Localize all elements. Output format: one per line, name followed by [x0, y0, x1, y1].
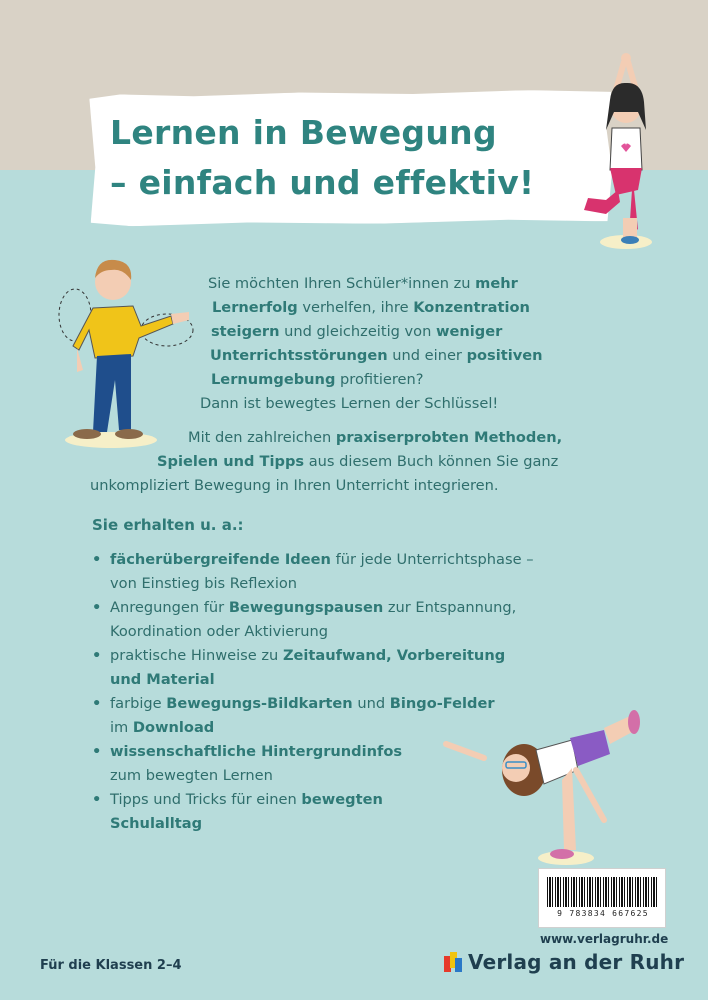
cover-title [110, 108, 610, 208]
text-bold: weniger [436, 323, 503, 340]
list-item [92, 644, 562, 692]
intro-line: unkompliziert Bewegung in Ihren Unterricht integrieren. [90, 477, 499, 494]
barcode-digits: 9 783834 667625 [557, 909, 649, 918]
text-bold: bewegten [301, 791, 383, 808]
text-bold: wissenschaftliche Hintergrundinfos [110, 743, 403, 760]
text-bold: Download [132, 719, 215, 736]
text: aus diesem Buch können Sie ganz [304, 453, 559, 470]
text: Mit den zahlreichen [188, 429, 336, 446]
intro-paragraph [196, 272, 626, 416]
text: und [352, 695, 390, 712]
text-bold: praxiserprobten Methoden, [335, 429, 563, 446]
intro-line [196, 368, 626, 392]
text: zum bewegten Lernen [110, 767, 273, 784]
text: und gleichzeitig von [279, 323, 436, 340]
text-bold: Bewegungspausen [228, 599, 384, 616]
text-bold: mehr [475, 275, 518, 292]
list-item [92, 788, 562, 836]
publisher-name: Verlag an der Ruhr [468, 950, 685, 974]
text-bold: Spielen und Tipps [157, 453, 305, 470]
text-bold: positiven [466, 347, 543, 364]
list-item [92, 692, 562, 740]
text-bold: Schulalltag [110, 815, 203, 832]
text: zur Entspannung, [383, 599, 517, 616]
barcode-bars [547, 877, 659, 907]
feature-list [92, 548, 562, 836]
list-item [92, 548, 562, 596]
girl-yoga-illustration [576, 50, 676, 255]
text: Koordination oder Aktivierung [110, 623, 329, 640]
boy-pointing-illustration [55, 250, 205, 450]
text-bold: Zeitaufwand, Vorbereitung [282, 647, 506, 664]
title-line-2: – einfach und effektiv! [110, 163, 535, 202]
intro-line [196, 320, 626, 344]
text: und einer [387, 347, 467, 364]
intro-line [196, 344, 626, 368]
text-bold: Bewegungs-Bildkarten [166, 695, 353, 712]
intro-line [196, 296, 626, 320]
publisher-url: www.verlagruhr.de [540, 932, 669, 946]
publisher-logo-icon [444, 952, 462, 972]
title-line-1: Lernen in Bewegung [110, 113, 497, 152]
text-bold: Lernerfolg [212, 299, 298, 316]
list-item [92, 596, 562, 644]
text-bold: Konzentration [413, 299, 530, 316]
list-item [92, 740, 562, 788]
list-heading: Sie erhalten u. a.: [92, 516, 244, 534]
grade-level: Für die Klassen 2–4 [40, 958, 182, 973]
text-bold: und Material [110, 671, 215, 688]
publisher-logo [444, 950, 684, 974]
text: von Einstieg bis Reflexion [110, 575, 298, 592]
text-bold: steigern [211, 323, 280, 340]
text-bold: Lernumgebung [211, 371, 336, 388]
text: Sie möchten Ihren Schüler*innen zu [208, 275, 476, 292]
text-bold: fächerübergreifende Ideen [110, 551, 331, 568]
isbn-barcode [538, 868, 666, 928]
text-bold: Bingo-Felder [389, 695, 495, 712]
text: verhelfen, ihre [297, 299, 414, 316]
text: für jede Unterrichtsphase – [330, 551, 534, 568]
text: praktische Hinweise zu [110, 647, 283, 664]
text: im [110, 719, 133, 736]
text: profitieren? [335, 371, 424, 388]
text: Anregungen für [110, 599, 229, 616]
intro-line [88, 426, 648, 450]
intro-line: Dann ist bewegtes Lernen der Schlüssel! [200, 395, 499, 412]
intro-line [196, 272, 626, 296]
text-bold: Unterrichtsstörungen [210, 347, 388, 364]
intro-paragraph-2 [88, 426, 648, 498]
text: farbige [110, 695, 167, 712]
intro-line [88, 450, 648, 474]
text: Tipps und Tricks für einen [110, 791, 302, 808]
